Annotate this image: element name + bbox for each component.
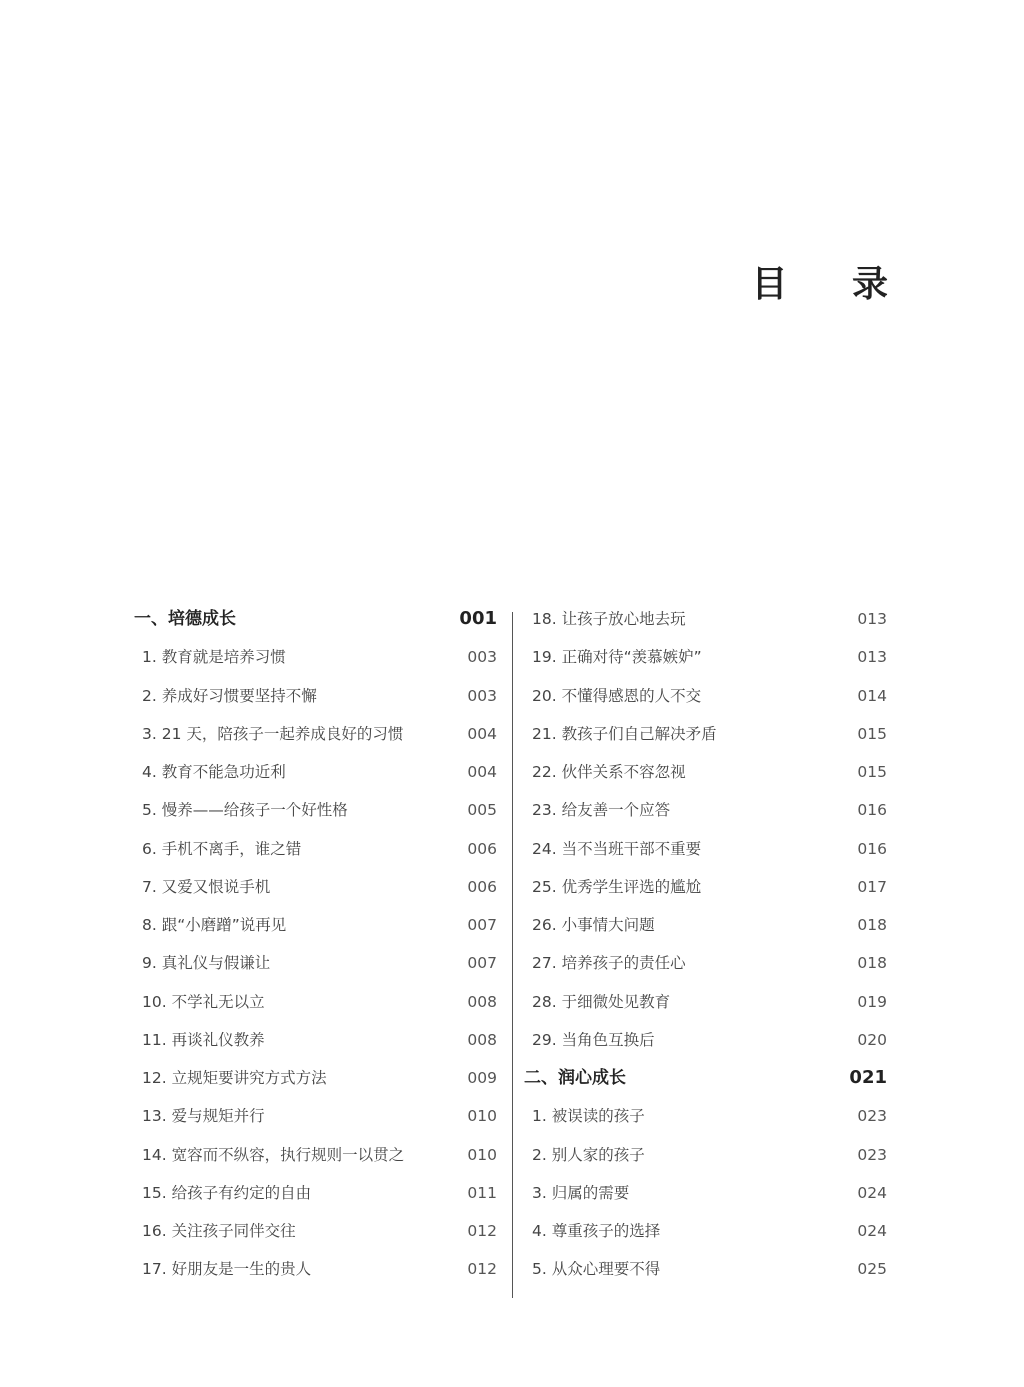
toc-entry[interactable]: [524, 638, 887, 676]
entry-title: 24. 当不当班干部不重要: [532, 839, 702, 858]
table-of-contents: [0, 600, 1024, 1300]
page-number: 020: [857, 1030, 887, 1049]
page-number: 009: [467, 1069, 497, 1087]
page-number: 004: [467, 763, 497, 781]
page-number: 007: [467, 954, 497, 973]
toc-entry[interactable]: [134, 1250, 497, 1288]
page-number: 024: [857, 1183, 887, 1202]
toc-entry[interactable]: [134, 1097, 497, 1135]
toc-entry[interactable]: [134, 983, 497, 1021]
entry-title: 29. 当角色互换后: [532, 1030, 655, 1049]
toc-entry[interactable]: [134, 677, 497, 715]
entry-title: 12. 立规矩要讲究方式方法: [142, 1069, 327, 1087]
toc-section-heading[interactable]: [524, 1059, 887, 1097]
entry-title: 6. 手机不离手，谁之错: [142, 839, 302, 858]
entry-title: 11. 再谈礼仪教养: [142, 1030, 265, 1049]
toc-entry[interactable]: [134, 944, 497, 982]
entry-title: 27. 培养孩子的责任心: [532, 954, 686, 973]
page-number: 018: [857, 954, 887, 973]
toc-entry[interactable]: [524, 906, 887, 944]
entry-title: 1. 教育就是培养习惯: [142, 648, 286, 667]
page-number: 014: [857, 686, 887, 705]
page-number: 010: [467, 1107, 497, 1126]
page-number: 008: [467, 1030, 497, 1049]
entry-title: 7. 又爱又恨说手机: [142, 877, 271, 896]
toc-entry[interactable]: [134, 753, 497, 791]
entry-title: 2. 别人家的孩子: [532, 1145, 645, 1164]
section-title: 一、培德成长: [134, 609, 236, 629]
entry-title: 23. 给友善一个应答: [532, 801, 671, 820]
entry-title: 28. 于细微处见教育: [532, 992, 671, 1011]
entry-title: 4. 教育不能急功近利: [142, 763, 286, 781]
entry-title: 14. 宽容而不纵容，执行规则一以贯之: [142, 1145, 405, 1164]
toc-entry[interactable]: [134, 791, 497, 829]
toc-entry[interactable]: [134, 1059, 497, 1097]
page-number: 015: [857, 724, 887, 743]
page-number: 023: [857, 1107, 887, 1126]
toc-entry[interactable]: [134, 1174, 497, 1212]
toc-entry[interactable]: [524, 868, 887, 906]
toc-section-heading[interactable]: [134, 600, 497, 638]
entry-title: 21. 教孩子们自己解决矛盾: [532, 724, 717, 743]
toc-entry[interactable]: [524, 1212, 887, 1250]
page-number: 016: [857, 839, 887, 858]
toc-entry[interactable]: [134, 906, 497, 944]
page-number: 004: [467, 724, 497, 743]
page-number: 015: [857, 763, 887, 781]
entry-title: 3. 21 天，陪孩子一起养成良好的习惯: [142, 724, 404, 743]
entry-title: 2. 养成好习惯要坚持不懈: [142, 686, 317, 705]
entry-title: 4. 尊重孩子的选择: [532, 1222, 661, 1240]
toc-entry[interactable]: [524, 715, 887, 753]
toc-entry[interactable]: [134, 638, 497, 676]
entry-title: 22. 伙伴关系不容忽视: [532, 763, 686, 781]
toc-entry[interactable]: [524, 1097, 887, 1135]
toc-entry[interactable]: [524, 677, 887, 715]
entry-title: 1. 被误读的孩子: [532, 1107, 645, 1126]
toc-entry[interactable]: [524, 600, 887, 638]
entry-title: 15. 给孩子有约定的自由: [142, 1183, 312, 1202]
toc-entry[interactable]: [134, 830, 497, 868]
entry-title: 19. 正确对待“羡慕嫉妒”: [532, 648, 702, 667]
page-title: 目 录: [751, 263, 914, 305]
entry-title: 17. 好朋友是一生的贵人: [142, 1260, 312, 1279]
page-number: 016: [857, 801, 887, 820]
page-number: 003: [467, 648, 497, 667]
page-number: 003: [467, 686, 497, 705]
page-number: 006: [467, 839, 497, 858]
toc-entry[interactable]: [524, 1136, 887, 1174]
page-number: 007: [467, 916, 497, 934]
toc-entry[interactable]: [134, 1136, 497, 1174]
toc-entry[interactable]: [524, 830, 887, 868]
toc-entry[interactable]: [134, 868, 497, 906]
entry-title: 18. 让孩子放心地去玩: [532, 610, 686, 628]
section-title: 二、润心成长: [524, 1068, 626, 1088]
page-number: 025: [857, 1260, 887, 1279]
toc-entry[interactable]: [524, 1021, 887, 1059]
toc-entry[interactable]: [524, 1250, 887, 1288]
toc-entry[interactable]: [524, 753, 887, 791]
page-number: 005: [467, 801, 497, 820]
toc-entry[interactable]: [134, 1212, 497, 1250]
entry-title: 26. 小事情大问题: [532, 916, 655, 934]
entry-title: 10. 不学礼无以立: [142, 992, 265, 1011]
page-number: 023: [857, 1145, 887, 1164]
entry-title: 5. 慢养——给孩子一个好性格: [142, 801, 348, 820]
toc-entry[interactable]: [524, 1174, 887, 1212]
page-number: 011: [467, 1183, 497, 1202]
page-number: 019: [857, 992, 887, 1011]
page-number: 021: [849, 1067, 887, 1088]
page-number: 012: [467, 1222, 497, 1240]
entry-title: 20. 不懂得感恩的人不交: [532, 686, 702, 705]
entry-title: 16. 关注孩子同伴交往: [142, 1222, 296, 1240]
entry-title: 13. 爱与规矩并行: [142, 1107, 265, 1126]
page-number: 010: [467, 1145, 497, 1164]
entry-title: 9. 真礼仪与假谦让: [142, 954, 271, 973]
page-number: 018: [857, 916, 887, 934]
page-number: 008: [467, 992, 497, 1011]
toc-entry[interactable]: [524, 944, 887, 982]
page-number: 024: [857, 1222, 887, 1240]
entry-title: 3. 归属的需要: [532, 1183, 630, 1202]
page-number: 013: [857, 648, 887, 667]
page-number: 012: [467, 1260, 497, 1279]
page-number: 017: [857, 877, 887, 896]
toc-entry[interactable]: [524, 791, 887, 829]
toc-entry[interactable]: [524, 983, 887, 1021]
entry-title: 5. 从众心理要不得: [532, 1260, 661, 1279]
page-number: 013: [857, 610, 887, 628]
toc-entry[interactable]: [134, 1021, 497, 1059]
page-number: 006: [467, 877, 497, 896]
page-number: 001: [459, 608, 497, 629]
entry-title: 25. 优秀学生评选的尴尬: [532, 877, 702, 896]
toc-entry[interactable]: [134, 715, 497, 753]
entry-title: 8. 跟“小磨蹭”说再见: [142, 916, 287, 934]
